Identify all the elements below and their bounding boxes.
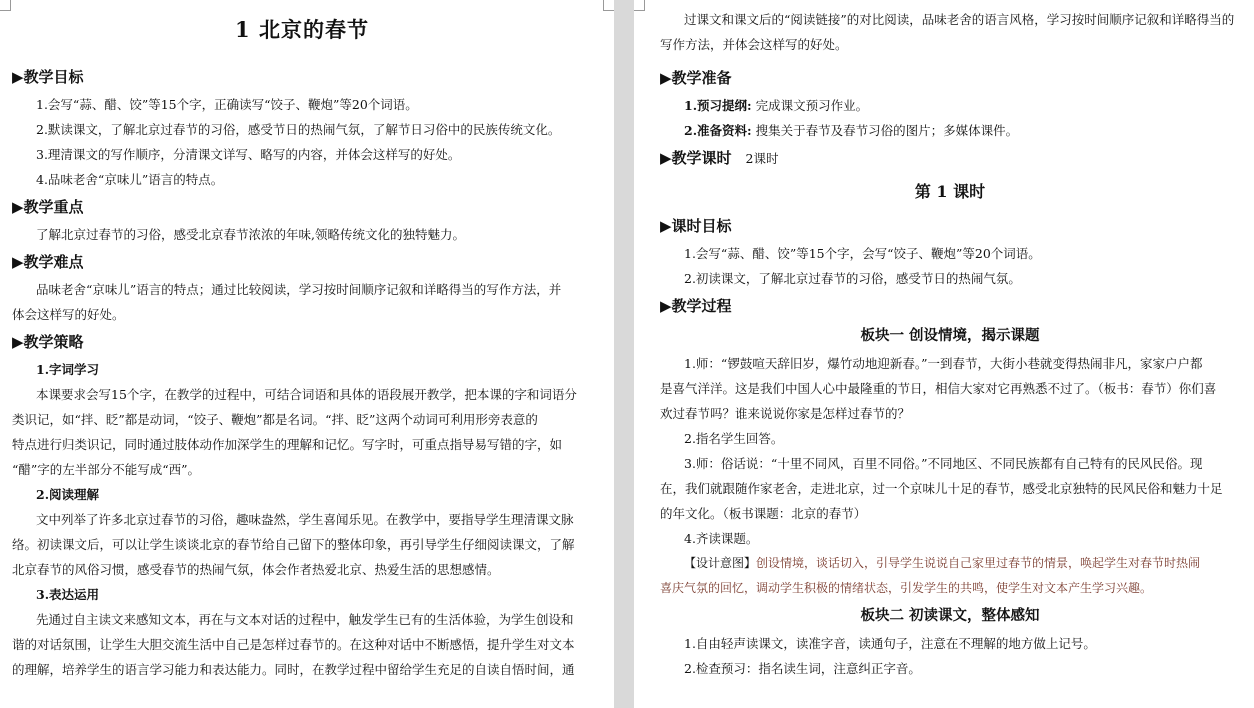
heading-strategy: ▶教学策略 — [12, 333, 84, 351]
heading-process: ▶教学过程 — [660, 297, 732, 315]
paragraph-line: 欢过春节吗？谁来说说你家是怎样过春节的？ — [660, 406, 911, 421]
goal-item: 1.会写“蒜、醋、饺”等15个字，正确读写“饺子、鞭炮”等20个词语。 — [36, 97, 418, 112]
paragraph-line: 的理解，培养学生的语言学习能力和表达能力。同时，在教学过程中留给学生充足的自读自悟时间，通 — [12, 662, 575, 677]
strategy-subtitle: 2.阅读理解 — [36, 487, 100, 502]
design-intent-tag: 【设计意图】 — [684, 556, 757, 570]
paragraph-line: 类识记，如“拌、眨”都是动词，“饺子、鞭炮”都是名词。“拌、眨”这两个动词可利用形旁表意的 — [12, 412, 538, 427]
paragraph-line: 本课要求会写15个字，在教学的过程中，可结合词语和具体的语段展开教学，把本课的字和词语分 — [36, 387, 577, 402]
prep-label: 2.准备资料: — [684, 123, 752, 138]
paragraph-line: 2.指名学生回答。 — [684, 431, 784, 446]
paragraph-line: 4.齐读课题。 — [684, 531, 759, 546]
paragraph-line: “醋”字的左半部分不能写成“西”。 — [12, 462, 201, 477]
prep-text: 搜集关于春节及春节习俗的图片；多媒体课件。 — [751, 123, 1019, 138]
class-hours-value: 2课时 — [745, 151, 779, 166]
paragraph-line: 品味老舍“京味儿”语言的特点；通过比较阅读，学习按时间顺序记叙和详略得当的写作方法，并 — [36, 282, 562, 297]
block-title: 板块一 创设情境，揭示课题 — [860, 327, 1040, 344]
crop-mark — [603, 0, 614, 11]
crop-mark — [634, 0, 645, 11]
lesson-goal-item: 1.会写“蒜、醋、饺”等15个字，会写“饺子、鞭炮”等20个词语。 — [684, 246, 1041, 261]
key-points-text: 了解北京过春节的习俗，感受北京春节浓浓的年味,领略传统文化的独特魅力。 — [36, 227, 465, 242]
lesson-title: 第 1 课时 — [914, 182, 986, 201]
heading-lesson-goals: ▶课时目标 — [660, 217, 732, 235]
paragraph-line: 在，我们就跟随作家老舍，走进北京，过一个京味儿十足的春节，感受北京独特的民风民俗和魅力十足 — [660, 481, 1223, 496]
paragraph-line: 体会这样写的好处。 — [12, 307, 125, 322]
goal-item: 2.默读课文，了解北京过春节的习俗，感受节日的热闹气氛，了解节日习俗中的民族传统文化。 — [36, 122, 561, 137]
block-title: 板块二 初读课文，整体感知 — [860, 607, 1040, 624]
goal-item: 3.理清课文的写作顺序，分清课文详写、略写的内容，并体会这样写的好处。 — [36, 147, 461, 162]
paragraph-line: 1.师：“锣鼓喧天辞旧岁，爆竹动地迎新春。”一到春节，大街小巷就变得热闹非凡，家家户户都 — [684, 356, 1203, 371]
design-intent-line: 喜庆气氛的回忆，调动学生积极的情绪状态，引发学生的共鸣，使学生对文本产生学习兴趣。 — [660, 581, 1153, 595]
prep-text: 完成课文预习作业。 — [751, 98, 869, 113]
prep-item — [660, 93, 1240, 118]
paragraph-line: 是喜气洋洋。这是我们中国人心中最隆重的节日，相信大家对它再熟悉不过了。（板书：春节）你们喜 — [660, 381, 1217, 396]
right-page — [634, 0, 1254, 708]
lesson-goal-item: 2.初读课文，了解北京过春节的习俗，感受节日的热闹气氛。 — [684, 271, 1021, 286]
prep-label: 1.预习提纲: — [684, 98, 752, 113]
heading-preparation: ▶教学准备 — [660, 69, 732, 87]
paragraph-line: 的年文化。（板书课题：北京的春节） — [660, 506, 867, 521]
paragraph-line: 1.自由轻声读课文，读准字音，读通句子，注意在不理解的地方做上记号。 — [684, 636, 1096, 651]
paragraph-line: 特点进行归类识记，同时通过肢体动作加深学生的理解和记忆。写字时，可重点指导易写错的字，如 — [12, 437, 563, 452]
design-intent-text: 创设情境，谈话切入，引导学生说说自己家里过春节的情景，唤起学生对春节时热闹 — [756, 556, 1201, 570]
crop-mark — [0, 0, 11, 11]
design-intent-line — [660, 551, 1240, 576]
strategy-subtitle: 1.字词学习 — [36, 362, 100, 377]
paragraph-line: 北京春节的风俗习惯，感受春节的热闹气氛，体会作者热爱北京、热爱生活的思想感情。 — [12, 562, 500, 577]
paragraph-line: 2.检查预习：指名读生词，注意纠正字音。 — [684, 661, 921, 676]
heading-class-hours — [660, 143, 1240, 173]
paragraph-line: 谐的对话氛围，让学生大胆交流生活中自己是怎样过春节的。在这种对话中不断感悟，提升学生对文本 — [12, 637, 575, 652]
paragraph-line: 络。初读课文后，可以让学生谈谈北京的春节给自己留下的整体印象，再引导学生仔细阅读课文，了解 — [12, 537, 575, 552]
strategy-subtitle: 3.表达运用 — [36, 587, 100, 602]
paragraph-line: 3.师：俗话说：“十里不同风，百里不同俗。”不同地区、不同民族都有自己特有的民风民俗。现 — [684, 456, 1203, 471]
paragraph-line: 过课文和课文后的“阅读链接”的对比阅读，品味老舍的语言风格，学习按时间顺序记叙和详略得当的 — [684, 12, 1235, 27]
prep-item — [660, 118, 1240, 143]
heading-difficulties: ▶教学难点 — [12, 253, 84, 271]
paragraph-line: 写作方法，并体会这样写的好处。 — [660, 37, 848, 52]
left-page — [0, 0, 614, 708]
heading-key-points: ▶教学重点 — [12, 198, 84, 216]
goal-item: 4.品味老舍“京味儿”语言的特点。 — [36, 172, 224, 187]
heading-teaching-goals: ▶教学目标 — [12, 68, 84, 86]
paragraph-line: 文中列举了许多北京过春节的习俗，趣味盎然，学生喜闻乐见。在教学中，要指导学生理清课文脉 — [36, 512, 574, 527]
document-title: 1 北京的春节 — [235, 17, 369, 42]
page-gap — [614, 0, 634, 708]
class-hours-label: ▶教学课时 — [660, 149, 732, 167]
paragraph-line: 先通过自主读文来感知文本，再在与文本对话的过程中，触发学生已有的生活体验，为学生创设和 — [36, 612, 574, 627]
